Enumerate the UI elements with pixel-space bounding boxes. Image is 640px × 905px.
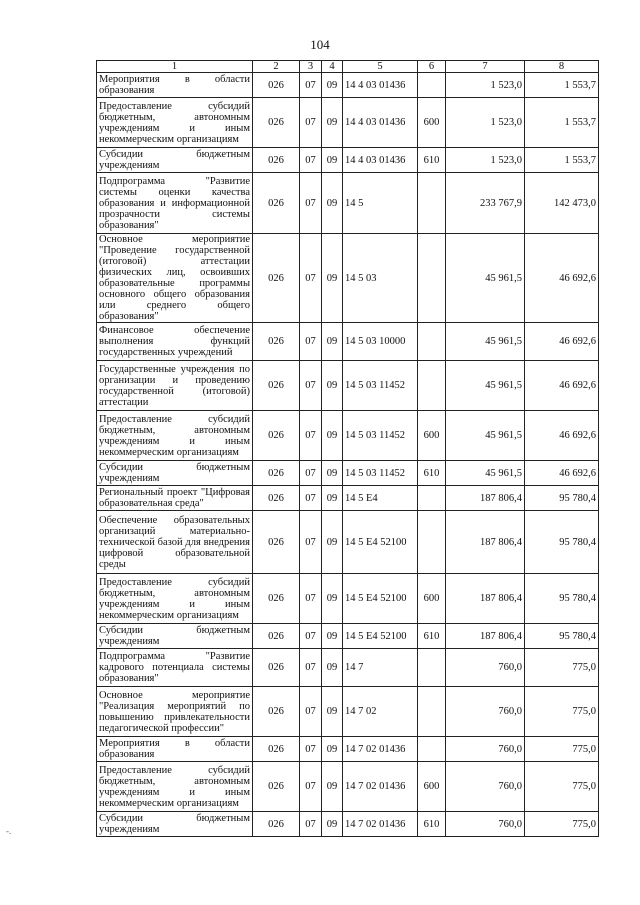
admin-code-cell: 026: [253, 234, 300, 323]
expense-type-cell: [418, 361, 446, 411]
section-cell: 07: [300, 649, 322, 687]
admin-code-cell: 026: [253, 687, 300, 737]
section-cell: 07: [300, 574, 322, 624]
expense-type-cell: 610: [418, 148, 446, 173]
admin-code-cell: 026: [253, 574, 300, 624]
table-row: [97, 234, 599, 323]
amount-year2-cell: 775,0: [525, 812, 599, 837]
expense-type-cell: 610: [418, 812, 446, 837]
target-article-cell: 14 5 03 11452: [343, 411, 418, 461]
amount-year1-cell: 45 961,5: [446, 361, 525, 411]
section-cell: 07: [300, 98, 322, 148]
target-article-cell: 14 5: [343, 173, 418, 234]
section-cell: 07: [300, 511, 322, 574]
table-row: [97, 461, 599, 486]
admin-code-cell: 026: [253, 486, 300, 511]
row-name-cell: Предоставление субсидий бюджетным, автономным учреждениям и иным некоммерческим организациям: [97, 762, 253, 812]
row-name-cell: Субсидии бюджетным учреждениям: [97, 461, 253, 486]
target-article-cell: 14 5 E4 52100: [343, 511, 418, 574]
page-number: 104: [310, 37, 330, 52]
admin-code-cell: 026: [253, 173, 300, 234]
amount-year2-cell: 142 473,0: [525, 173, 599, 234]
target-article-cell: 14 7 02: [343, 687, 418, 737]
target-article-cell: 14 4 03 01436: [343, 98, 418, 148]
subsection-cell: 09: [322, 624, 343, 649]
subsection-cell: 09: [322, 411, 343, 461]
budget-table: [96, 60, 599, 837]
amount-year2-cell: 46 692,6: [525, 323, 599, 361]
section-cell: 07: [300, 173, 322, 234]
section-cell: 07: [300, 361, 322, 411]
subsection-cell: 09: [322, 323, 343, 361]
amount-year2-cell: 95 780,4: [525, 486, 599, 511]
admin-code-cell: 026: [253, 148, 300, 173]
subsection-cell: 09: [322, 511, 343, 574]
admin-code-cell: 026: [253, 737, 300, 762]
row-name-cell: Мероприятия в области образования: [97, 737, 253, 762]
subsection-cell: 09: [322, 98, 343, 148]
target-article-cell: 14 7 02 01436: [343, 737, 418, 762]
target-article-cell: 14 5 03: [343, 234, 418, 323]
subsection-cell: 09: [322, 461, 343, 486]
table-row: [97, 737, 599, 762]
amount-year2-cell: 46 692,6: [525, 411, 599, 461]
table-row: [97, 812, 599, 837]
header-cell: 5: [343, 61, 418, 73]
amount-year1-cell: 760,0: [446, 737, 525, 762]
target-article-cell: 14 5 03 11452: [343, 461, 418, 486]
row-name-cell: Предоставление субсидий бюджетным, автономным учреждениям и иным некоммерческим организациям: [97, 98, 253, 148]
admin-code-cell: 026: [253, 461, 300, 486]
section-cell: 07: [300, 624, 322, 649]
admin-code-cell: 026: [253, 624, 300, 649]
table-row: [97, 762, 599, 812]
amount-year1-cell: 1 523,0: [446, 98, 525, 148]
amount-year1-cell: 760,0: [446, 812, 525, 837]
amount-year2-cell: 775,0: [525, 649, 599, 687]
expense-type-cell: 600: [418, 574, 446, 624]
admin-code-cell: 026: [253, 812, 300, 837]
subsection-cell: 09: [322, 361, 343, 411]
amount-year2-cell: 95 780,4: [525, 574, 599, 624]
amount-year1-cell: 1 523,0: [446, 73, 525, 98]
section-cell: 07: [300, 461, 322, 486]
amount-year1-cell: 760,0: [446, 762, 525, 812]
expense-type-cell: [418, 234, 446, 323]
amount-year1-cell: 1 523,0: [446, 148, 525, 173]
table-row: [97, 687, 599, 737]
expense-type-cell: [418, 687, 446, 737]
header-cell: 8: [525, 61, 599, 73]
subsection-cell: 09: [322, 574, 343, 624]
amount-year1-cell: 187 806,4: [446, 511, 525, 574]
header-row: [97, 61, 599, 73]
expense-type-cell: 610: [418, 624, 446, 649]
target-article-cell: 14 5 E4 52100: [343, 624, 418, 649]
margin-mark: -.: [6, 826, 12, 836]
expense-type-cell: 610: [418, 461, 446, 486]
section-cell: 07: [300, 323, 322, 361]
row-name-cell: Субсидии бюджетным учреждениям: [97, 624, 253, 649]
table-row: [97, 574, 599, 624]
amount-year2-cell: 775,0: [525, 737, 599, 762]
subsection-cell: 09: [322, 148, 343, 173]
target-article-cell: 14 4 03 01436: [343, 148, 418, 173]
subsection-cell: 09: [322, 687, 343, 737]
section-cell: 07: [300, 687, 322, 737]
admin-code-cell: 026: [253, 73, 300, 98]
header-cell: 7: [446, 61, 525, 73]
subsection-cell: 09: [322, 73, 343, 98]
table-row: [97, 323, 599, 361]
target-article-cell: 14 5 E4 52100: [343, 574, 418, 624]
expense-type-cell: 600: [418, 762, 446, 812]
section-cell: 07: [300, 234, 322, 323]
row-name-cell: Субсидии бюджетным учреждениям: [97, 148, 253, 173]
amount-year1-cell: 760,0: [446, 649, 525, 687]
target-article-cell: 14 5 E4: [343, 486, 418, 511]
table-row: [97, 148, 599, 173]
target-article-cell: 14 4 03 01436: [343, 73, 418, 98]
amount-year2-cell: 46 692,6: [525, 234, 599, 323]
amount-year2-cell: 95 780,4: [525, 624, 599, 649]
header-cell: 2: [253, 61, 300, 73]
section-cell: 07: [300, 411, 322, 461]
row-name-cell: Финансовое обеспечение выполнения функций государственных учреждений: [97, 323, 253, 361]
table-row: [97, 411, 599, 461]
amount-year2-cell: 1 553,7: [525, 73, 599, 98]
amount-year1-cell: 45 961,5: [446, 461, 525, 486]
expense-type-cell: [418, 173, 446, 234]
amount-year1-cell: 233 767,9: [446, 173, 525, 234]
target-article-cell: 14 5 03 11452: [343, 361, 418, 411]
expense-type-cell: [418, 737, 446, 762]
expense-type-cell: [418, 323, 446, 361]
row-name-cell: Основное мероприятие "Проведение государственной (итоговой) аттестации физических лиц, освоивших образовательные программы основного общего образования или среднего общего образования": [97, 234, 253, 323]
expense-type-cell: 600: [418, 98, 446, 148]
row-name-cell: Основное мероприятие "Реализация мероприятий по повышению привлекательности педагогической профессии": [97, 687, 253, 737]
admin-code-cell: 026: [253, 762, 300, 812]
target-article-cell: 14 5 03 10000: [343, 323, 418, 361]
admin-code-cell: 026: [253, 411, 300, 461]
row-name-cell: Подпрограмма "Развитие кадрового потенциала системы образования": [97, 649, 253, 687]
table-row: [97, 624, 599, 649]
amount-year1-cell: 760,0: [446, 687, 525, 737]
amount-year1-cell: 187 806,4: [446, 624, 525, 649]
subsection-cell: 09: [322, 737, 343, 762]
admin-code-cell: 026: [253, 361, 300, 411]
table-row: [97, 361, 599, 411]
amount-year2-cell: 1 553,7: [525, 148, 599, 173]
row-name-cell: Субсидии бюджетным учреждениям: [97, 812, 253, 837]
amount-year2-cell: 46 692,6: [525, 361, 599, 411]
expense-type-cell: [418, 511, 446, 574]
table-row: [97, 511, 599, 574]
table-row: [97, 98, 599, 148]
amount-year2-cell: 775,0: [525, 762, 599, 812]
subsection-cell: 09: [322, 812, 343, 837]
target-article-cell: 14 7 02 01436: [343, 762, 418, 812]
amount-year2-cell: 1 553,7: [525, 98, 599, 148]
table-row: [97, 649, 599, 687]
subsection-cell: 09: [322, 762, 343, 812]
row-name-cell: Региональный проект "Цифровая образовательная среда": [97, 486, 253, 511]
row-name-cell: Обеспечение образовательных организаций материально-технической базой для внедрения цифровой образовательной среды: [97, 511, 253, 574]
expense-type-cell: [418, 73, 446, 98]
row-name-cell: Государственные учреждения по организации и проведению государственной (итоговой) аттестации: [97, 361, 253, 411]
expense-type-cell: [418, 649, 446, 687]
admin-code-cell: 026: [253, 511, 300, 574]
section-cell: 07: [300, 73, 322, 98]
expense-type-cell: [418, 486, 446, 511]
section-cell: 07: [300, 812, 322, 837]
amount-year2-cell: 95 780,4: [525, 511, 599, 574]
target-article-cell: 14 7 02 01436: [343, 812, 418, 837]
row-name-cell: Мероприятия в области образования: [97, 73, 253, 98]
row-name-cell: Подпрограмма "Развитие системы оценки качества образования и информационной прозрачности системы образования": [97, 173, 253, 234]
admin-code-cell: 026: [253, 323, 300, 361]
expense-type-cell: 600: [418, 411, 446, 461]
row-name-cell: Предоставление субсидий бюджетным, автономным учреждениям и иным некоммерческим организациям: [97, 574, 253, 624]
table-row: [97, 73, 599, 98]
header-cell: 1: [97, 61, 253, 73]
amount-year2-cell: 46 692,6: [525, 461, 599, 486]
section-cell: 07: [300, 737, 322, 762]
header-cell: 3: [300, 61, 322, 73]
amount-year1-cell: 187 806,4: [446, 486, 525, 511]
section-cell: 07: [300, 486, 322, 511]
header-cell: 4: [322, 61, 343, 73]
subsection-cell: 09: [322, 234, 343, 323]
subsection-cell: 09: [322, 486, 343, 511]
table-row: [97, 173, 599, 234]
subsection-cell: 09: [322, 173, 343, 234]
subsection-cell: 09: [322, 649, 343, 687]
section-cell: 07: [300, 762, 322, 812]
section-cell: 07: [300, 148, 322, 173]
row-name-cell: Предоставление субсидий бюджетным, автономным учреждениям и иным некоммерческим организациям: [97, 411, 253, 461]
amount-year1-cell: 45 961,5: [446, 411, 525, 461]
amount-year1-cell: 45 961,5: [446, 234, 525, 323]
amount-year1-cell: 45 961,5: [446, 323, 525, 361]
header-cell: 6: [418, 61, 446, 73]
table-row: [97, 486, 599, 511]
amount-year1-cell: 187 806,4: [446, 574, 525, 624]
admin-code-cell: 026: [253, 649, 300, 687]
admin-code-cell: 026: [253, 98, 300, 148]
target-article-cell: 14 7: [343, 649, 418, 687]
amount-year2-cell: 775,0: [525, 687, 599, 737]
